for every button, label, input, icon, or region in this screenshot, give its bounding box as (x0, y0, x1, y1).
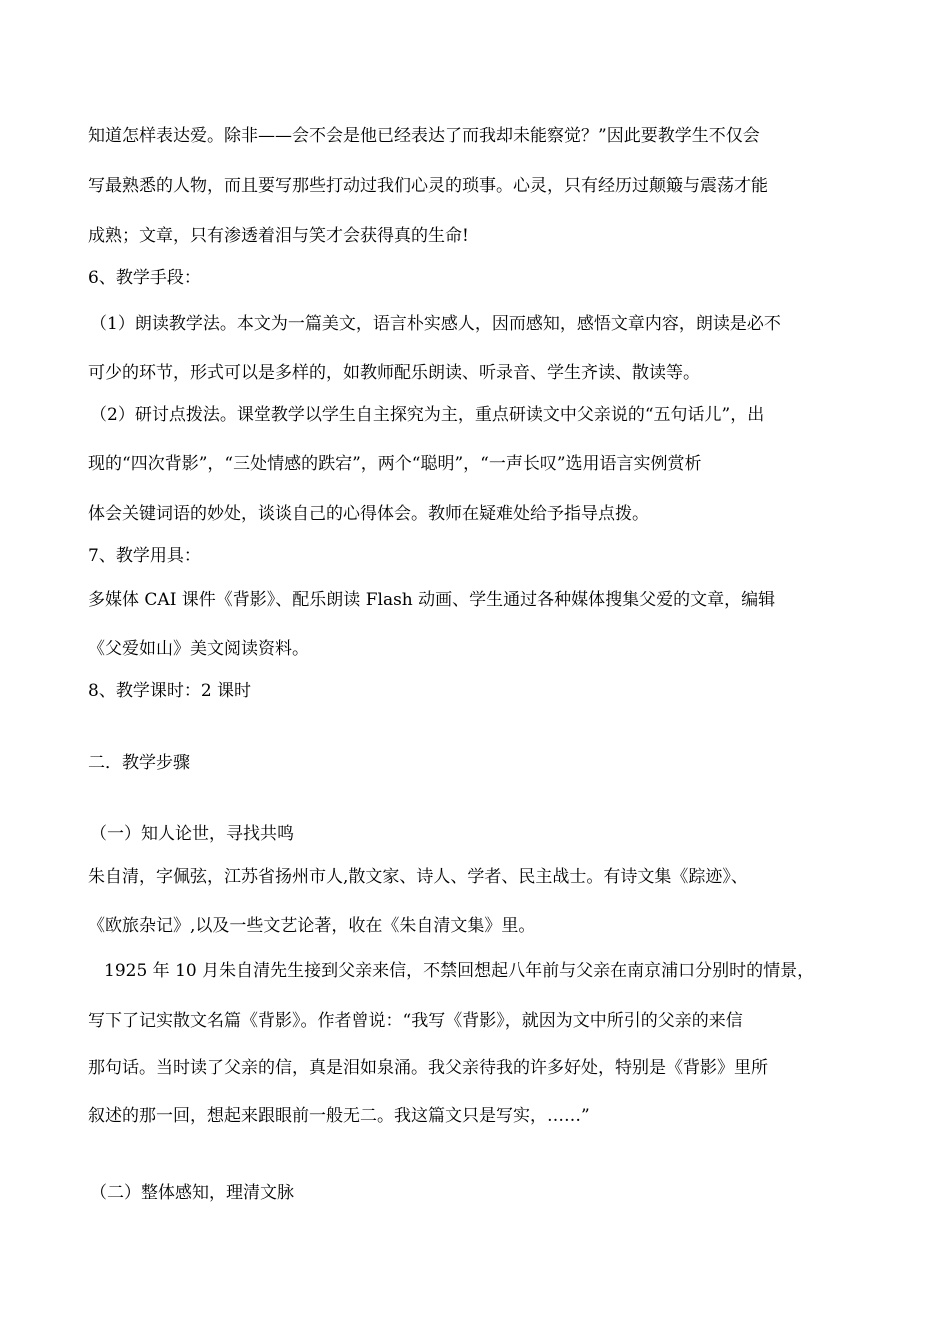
paragraph-line-6: 可少的环节，形式可以是多样的，如教师配乐朗读、听录音、学生齐读、散读等。 (88, 363, 700, 383)
paragraph-line-16: 朱自清，字佩弦，江苏省扬州市人,散文家、诗人、学者、民主战士。有诗文集《踪迹》、 (88, 867, 748, 887)
paragraph-line-17: 《欧旅杂记》,以及一些文艺论著，收在《朱自清文集》里。 (88, 916, 536, 936)
paragraph-line-7: （2）研讨点拨法。课堂教学以学生自主探究为主，重点研读文中父亲说的“五句话儿”，出 (90, 405, 765, 425)
paragraph-line-8: 现的“四次背影”，“三处情感的跌宕”，两个“聪明”，“一声长叹”选用语言实例赏析 (88, 454, 702, 474)
section-heading-teaching-methods: 6、教学手段： (88, 268, 201, 288)
paragraph-line-1: 知道怎样表达爱。除非——会不会是他已经表达了而我却未能察觉？”因此要教学生不仅会 (88, 126, 760, 146)
subsection-heading-2: （二）整体感知，理清文脉 (90, 1183, 294, 1203)
paragraph-line-21: 叙述的那一回，想起来跟眼前一般无二。我这篇文只是写实，……” (88, 1106, 590, 1126)
section-heading-teaching-steps: 二．教学步骤 (88, 753, 190, 773)
paragraph-line-12: 《父爱如山》美文阅读资料。 (88, 639, 309, 659)
paragraph-line-18: 1925 年 10 月朱自清先生接到父亲来信，不禁回想起八年前与父亲在南京浦口分别时的情景， (104, 961, 815, 981)
paragraph-line-5: （1）朗读教学法。本文为一篇美文，语言朴实感人，因而感知，感悟文章内容，朗读是必不 (90, 314, 781, 334)
paragraph-line-20: 那句话。当时读了父亲的信，真是泪如泉涌。我父亲待我的许多好处，特别是《背影》里所 (88, 1058, 768, 1078)
paragraph-line-19: 写下了记实散文名篇《背影》。作者曾说：“我写《背影》，就因为文中所引的父亲的来信 (88, 1011, 743, 1031)
paragraph-line-2: 写最熟悉的人物，而且要写那些打动过我们心灵的琐事。心灵，只有经历过颠簸与震荡才能 (88, 176, 768, 196)
paragraph-line-11: 多媒体 CAI 课件《背影》、配乐朗读 Flash 动画、学生通过各种媒体搜集父爱的文章，编辑 (88, 590, 776, 610)
subsection-heading-1: （一）知人论世，寻找共鸣 (90, 824, 294, 844)
paragraph-line-3: 成熟；文章，只有渗透着泪与笑才会获得真的生命! (88, 226, 469, 246)
paragraph-line-9: 体会关键词语的妙处，谈谈自己的心得体会。教师在疑难处给予指导点拨。 (88, 504, 649, 524)
section-heading-class-hours: 8、教学课时：2 课时 (88, 681, 252, 701)
section-heading-teaching-tools: 7、教学用具： (88, 546, 201, 566)
